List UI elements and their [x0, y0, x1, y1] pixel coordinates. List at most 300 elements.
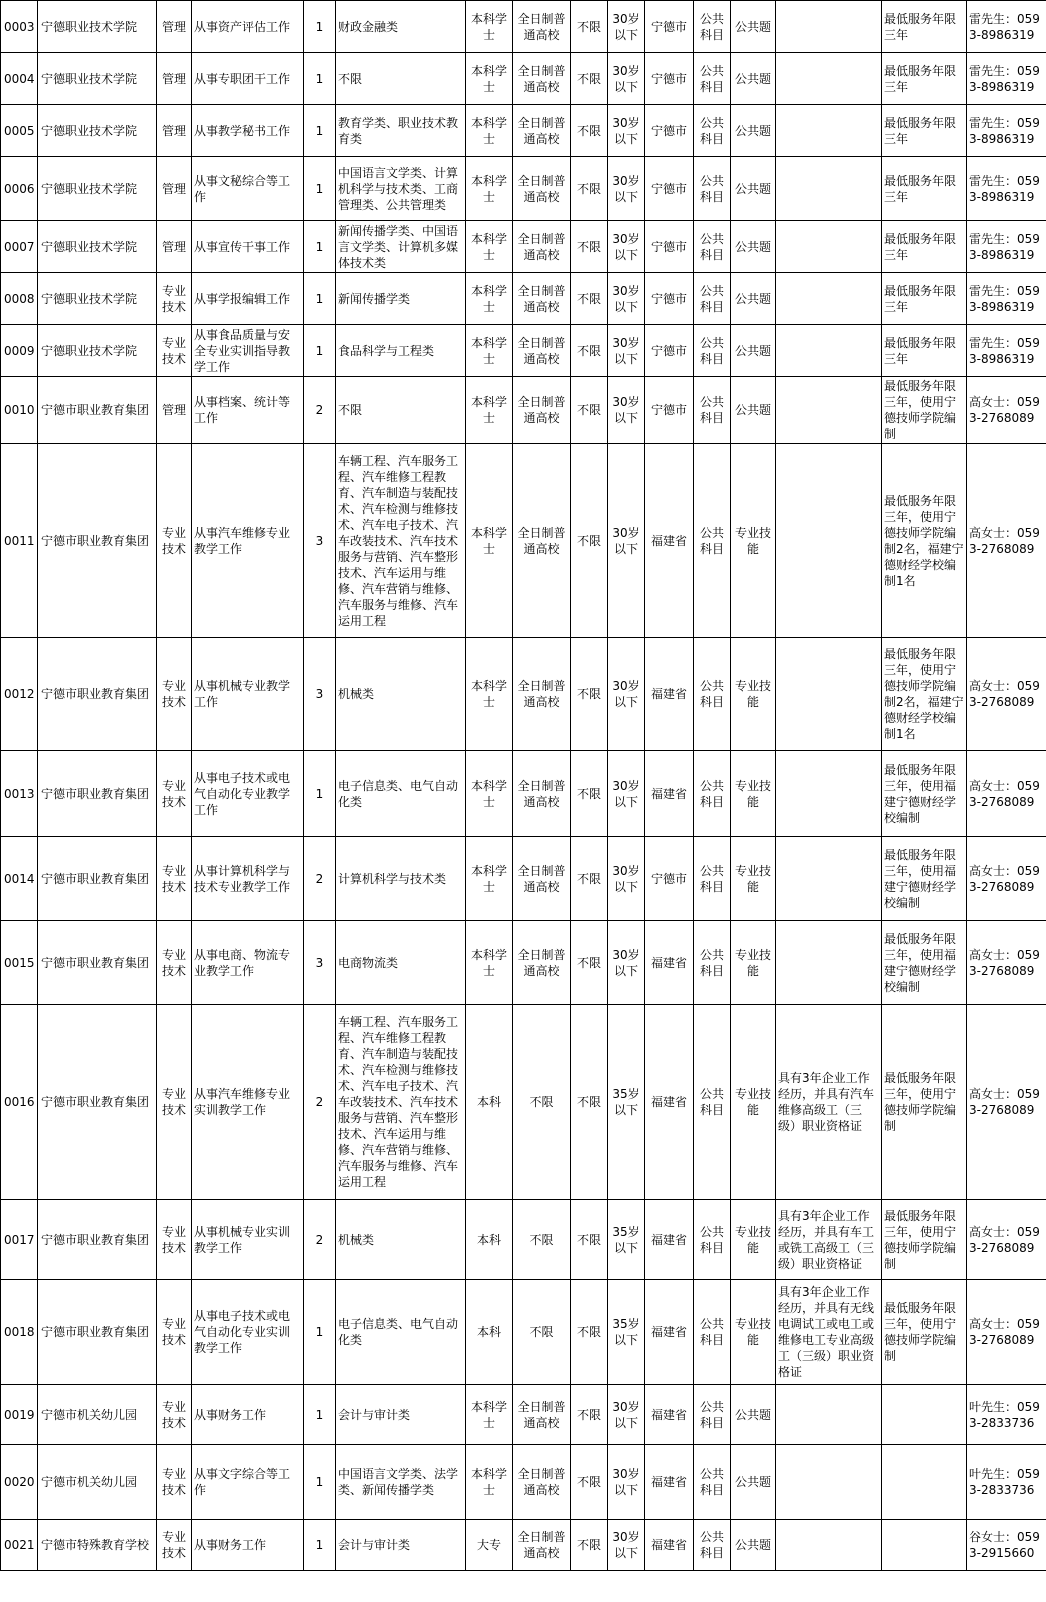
table-row — [1, 221, 1046, 273]
row-region: 宁德市 — [645, 273, 694, 325]
row-headcount: 1 — [304, 105, 336, 157]
row-post-type: 管理 — [157, 377, 192, 444]
row-subject: 专业技能 — [731, 638, 776, 751]
row-code: 0020 — [1, 1445, 38, 1520]
row-exam: 公共科目 — [694, 53, 731, 105]
row-subject: 公共题 — [731, 1520, 776, 1571]
row-note: 最低服务年限三年，使用福建宁德财经学校编制 — [882, 837, 967, 921]
row-code: 0018 — [1, 1280, 38, 1385]
row-study-form: 全日制普通高校 — [513, 837, 571, 921]
row-education: 本科 — [466, 1200, 513, 1280]
row-unit: 宁德职业技术学院 — [38, 105, 157, 157]
row-other-requirements — [776, 157, 882, 221]
row-unit: 宁德市职业教育集团 — [38, 638, 157, 751]
row-education: 本科学士 — [466, 273, 513, 325]
row-education: 本科学士 — [466, 377, 513, 444]
row-post-type: 专业技术 — [157, 751, 192, 837]
row-post-type: 专业技术 — [157, 273, 192, 325]
row-age: 30岁以下 — [608, 273, 645, 325]
row-age: 30岁以下 — [608, 921, 645, 1005]
row-headcount: 1 — [304, 751, 336, 837]
table-row — [1, 105, 1046, 157]
row-age: 30岁以下 — [608, 377, 645, 444]
row-education: 本科 — [466, 1005, 513, 1200]
row-age: 30岁以下 — [608, 105, 645, 157]
row-subject: 公共题 — [731, 1445, 776, 1520]
row-major: 不限 — [336, 53, 466, 105]
row-age: 30岁以下 — [608, 638, 645, 751]
row-subject: 专业技能 — [731, 837, 776, 921]
row-education: 本科学士 — [466, 751, 513, 837]
row-subject: 专业技能 — [731, 1200, 776, 1280]
row-contact: 叶先生：0593-2833736 — [967, 1445, 1046, 1520]
row-code: 0015 — [1, 921, 38, 1005]
row-major: 财政金融类 — [336, 1, 466, 53]
row-region: 宁德市 — [645, 325, 694, 377]
table-row — [1, 751, 1046, 837]
row-headcount: 1 — [304, 53, 336, 105]
row-note — [882, 1445, 967, 1520]
row-major: 车辆工程、汽车服务工程、汽车维修工程教育、汽车制造与装配技术、汽车检测与维修技术、汽车电子技术、汽车改装技术、汽车技术服务与营销、汽车整形技术、汽车运用与维修、汽车营销与维修、汽车服务与维修、汽车运用工程 — [336, 1005, 466, 1200]
row-code: 0019 — [1, 1385, 38, 1445]
row-post-name: 从事食品质量与安全专业实训指导教学工作 — [192, 325, 304, 377]
row-exam: 公共科目 — [694, 1385, 731, 1445]
row-education: 本科学士 — [466, 638, 513, 751]
row-headcount: 2 — [304, 377, 336, 444]
row-post-name: 从事文秘综合等工作 — [192, 157, 304, 221]
row-code: 0009 — [1, 325, 38, 377]
row-note: 最低服务年限三年 — [882, 157, 967, 221]
row-study-form: 全日制普通高校 — [513, 105, 571, 157]
row-study-form: 全日制普通高校 — [513, 221, 571, 273]
row-post-type: 专业技术 — [157, 1385, 192, 1445]
row-education: 本科学士 — [466, 105, 513, 157]
row-age: 30岁以下 — [608, 1445, 645, 1520]
row-headcount: 2 — [304, 837, 336, 921]
row-major: 机械类 — [336, 1200, 466, 1280]
row-note: 最低服务年限三年，使用宁德技师学院编制 — [882, 377, 967, 444]
row-note: 最低服务年限三年，使用宁德技师学院编制2名，福建宁德财经学校编制1名 — [882, 444, 967, 638]
row-post-name: 从事电子技术或电气自动化专业实训教学工作 — [192, 1280, 304, 1385]
row-education: 本科学士 — [466, 444, 513, 638]
row-contact: 高女士：0593-2768089 — [967, 1005, 1046, 1200]
row-education: 大专 — [466, 1520, 513, 1571]
row-post-type: 专业技术 — [157, 1280, 192, 1385]
row-post-name: 从事教学秘书工作 — [192, 105, 304, 157]
row-subject: 公共题 — [731, 1, 776, 53]
row-other-requirements — [776, 1520, 882, 1571]
row-study-form: 全日制普通高校 — [513, 751, 571, 837]
row-exam: 公共科目 — [694, 1005, 731, 1200]
row-code: 0006 — [1, 157, 38, 221]
row-age: 35岁以下 — [608, 1280, 645, 1385]
row-subject: 公共题 — [731, 1385, 776, 1445]
row-post-type: 管理 — [157, 105, 192, 157]
row-region: 宁德市 — [645, 157, 694, 221]
row-exam: 公共科目 — [694, 273, 731, 325]
row-region: 宁德市 — [645, 105, 694, 157]
row-post-type: 管理 — [157, 157, 192, 221]
row-unit: 宁德市职业教育集团 — [38, 1200, 157, 1280]
row-other-requirements — [776, 105, 882, 157]
row-age: 30岁以下 — [608, 53, 645, 105]
row-code: 0008 — [1, 273, 38, 325]
row-age: 30岁以下 — [608, 325, 645, 377]
row-code: 0016 — [1, 1005, 38, 1200]
row-politics: 不限 — [571, 921, 608, 1005]
row-headcount: 1 — [304, 1385, 336, 1445]
row-post-name: 从事学报编辑工作 — [192, 273, 304, 325]
row-other-requirements — [776, 325, 882, 377]
row-post-name: 从事机械专业实训教学工作 — [192, 1200, 304, 1280]
row-region: 福建省 — [645, 1445, 694, 1520]
row-unit: 宁德职业技术学院 — [38, 53, 157, 105]
row-post-name: 从事档案、统计等工作 — [192, 377, 304, 444]
row-headcount: 1 — [304, 325, 336, 377]
row-study-form: 全日制普通高校 — [513, 1445, 571, 1520]
row-contact: 雷先生：0593-8986319 — [967, 325, 1046, 377]
row-note — [882, 1520, 967, 1571]
row-education: 本科学士 — [466, 921, 513, 1005]
table-row — [1, 157, 1046, 221]
row-contact: 雷先生：0593-8986319 — [967, 273, 1046, 325]
row-region: 宁德市 — [645, 221, 694, 273]
row-contact: 高女士：0593-2768089 — [967, 1280, 1046, 1385]
row-unit: 宁德市职业教育集团 — [38, 921, 157, 1005]
row-study-form: 不限 — [513, 1280, 571, 1385]
row-subject: 专业技能 — [731, 1280, 776, 1385]
row-post-type: 专业技术 — [157, 921, 192, 1005]
row-politics: 不限 — [571, 53, 608, 105]
row-age: 30岁以下 — [608, 157, 645, 221]
row-study-form: 不限 — [513, 1200, 571, 1280]
row-other-requirements — [776, 53, 882, 105]
row-post-type: 管理 — [157, 53, 192, 105]
table-body — [1, 1, 1046, 1571]
row-post-name: 从事资产评估工作 — [192, 1, 304, 53]
row-code: 0010 — [1, 377, 38, 444]
row-major: 机械类 — [336, 638, 466, 751]
row-note: 最低服务年限三年，使用福建宁德财经学校编制 — [882, 751, 967, 837]
row-major: 教育学类、职业技术教育类 — [336, 105, 466, 157]
row-other-requirements — [776, 921, 882, 1005]
row-unit: 宁德职业技术学院 — [38, 1, 157, 53]
row-note: 最低服务年限三年，使用宁德技师学院编制 — [882, 1005, 967, 1200]
row-post-type: 专业技术 — [157, 444, 192, 638]
row-other-requirements: 具有3年企业工作经历，并具有车工或铣工高级工（三级）职业资格证 — [776, 1200, 882, 1280]
row-exam: 公共科目 — [694, 1520, 731, 1571]
row-code: 0011 — [1, 444, 38, 638]
row-post-name: 从事财务工作 — [192, 1520, 304, 1571]
row-region: 宁德市 — [645, 53, 694, 105]
row-post-type: 专业技术 — [157, 837, 192, 921]
row-contact: 高女士：0593-2768089 — [967, 377, 1046, 444]
row-post-name: 从事机械专业教学工作 — [192, 638, 304, 751]
row-post-name: 从事专职团干工作 — [192, 53, 304, 105]
row-exam: 公共科目 — [694, 751, 731, 837]
row-major: 会计与审计类 — [336, 1520, 466, 1571]
row-major: 车辆工程、汽车服务工程、汽车维修工程教育、汽车制造与装配技术、汽车检测与维修技术、汽车电子技术、汽车改装技术、汽车技术服务与营销、汽车整形技术、汽车运用与维修、汽车营销与维修、汽车服务与维修、汽车运用工程 — [336, 444, 466, 638]
row-politics: 不限 — [571, 837, 608, 921]
row-code: 0012 — [1, 638, 38, 751]
row-post-type: 专业技术 — [157, 1005, 192, 1200]
row-major: 不限 — [336, 377, 466, 444]
row-subject: 专业技能 — [731, 751, 776, 837]
row-region: 福建省 — [645, 1005, 694, 1200]
row-contact: 高女士：0593-2768089 — [967, 751, 1046, 837]
row-age: 35岁以下 — [608, 1200, 645, 1280]
row-politics: 不限 — [571, 1385, 608, 1445]
row-headcount: 2 — [304, 1200, 336, 1280]
row-subject: 公共题 — [731, 377, 776, 444]
row-region: 福建省 — [645, 1280, 694, 1385]
row-major: 中国语言文学类、法学类、新闻传播学类 — [336, 1445, 466, 1520]
row-major: 电子信息类、电气自动化类 — [336, 751, 466, 837]
row-headcount: 1 — [304, 1520, 336, 1571]
row-other-requirements — [776, 1445, 882, 1520]
row-age: 30岁以下 — [608, 751, 645, 837]
row-study-form: 全日制普通高校 — [513, 1, 571, 53]
row-study-form: 全日制普通高校 — [513, 1385, 571, 1445]
row-exam: 公共科目 — [694, 444, 731, 638]
row-unit: 宁德市机关幼儿园 — [38, 1385, 157, 1445]
row-contact: 谷女士：0593-2915660 — [967, 1520, 1046, 1571]
table-row — [1, 1005, 1046, 1200]
row-note: 最低服务年限三年，使用宁德技师学院编制2名，福建宁德财经学校编制1名 — [882, 638, 967, 751]
row-contact: 雷先生：0593-8986319 — [967, 221, 1046, 273]
row-other-requirements — [776, 638, 882, 751]
row-other-requirements — [776, 751, 882, 837]
row-headcount: 1 — [304, 1280, 336, 1385]
row-code: 0014 — [1, 837, 38, 921]
row-post-type: 专业技术 — [157, 1445, 192, 1520]
row-politics: 不限 — [571, 751, 608, 837]
row-subject: 专业技能 — [731, 921, 776, 1005]
row-study-form: 全日制普通高校 — [513, 325, 571, 377]
table-row — [1, 1280, 1046, 1385]
row-contact: 雷先生：0593-8986319 — [967, 105, 1046, 157]
row-unit: 宁德市特殊教育学校 — [38, 1520, 157, 1571]
row-contact: 高女士：0593-2768089 — [967, 638, 1046, 751]
row-post-type: 专业技术 — [157, 325, 192, 377]
row-education: 本科学士 — [466, 221, 513, 273]
row-unit: 宁德职业技术学院 — [38, 157, 157, 221]
row-unit: 宁德市机关幼儿园 — [38, 1445, 157, 1520]
row-region: 福建省 — [645, 1520, 694, 1571]
row-education: 本科学士 — [466, 157, 513, 221]
row-headcount: 3 — [304, 444, 336, 638]
row-contact: 雷先生：0593-8986319 — [967, 157, 1046, 221]
row-exam: 公共科目 — [694, 1280, 731, 1385]
row-post-name: 从事汽车维修专业实训教学工作 — [192, 1005, 304, 1200]
row-study-form: 全日制普通高校 — [513, 444, 571, 638]
row-contact: 雷先生：0593-8986319 — [967, 53, 1046, 105]
row-unit: 宁德职业技术学院 — [38, 325, 157, 377]
table-row — [1, 377, 1046, 444]
row-subject: 公共题 — [731, 273, 776, 325]
row-education: 本科学士 — [466, 1385, 513, 1445]
row-politics: 不限 — [571, 444, 608, 638]
row-region: 宁德市 — [645, 377, 694, 444]
row-study-form: 全日制普通高校 — [513, 921, 571, 1005]
row-post-name: 从事财务工作 — [192, 1385, 304, 1445]
row-politics: 不限 — [571, 105, 608, 157]
row-major: 电子信息类、电气自动化类 — [336, 1280, 466, 1385]
row-politics: 不限 — [571, 325, 608, 377]
row-code: 0013 — [1, 751, 38, 837]
row-age: 30岁以下 — [608, 1520, 645, 1571]
row-contact: 雷先生：0593-8986319 — [967, 1, 1046, 53]
row-education: 本科学士 — [466, 1445, 513, 1520]
row-exam: 公共科目 — [694, 1, 731, 53]
row-age: 35岁以下 — [608, 1005, 645, 1200]
row-post-type: 管理 — [157, 1, 192, 53]
row-code: 0017 — [1, 1200, 38, 1280]
table-row — [1, 921, 1046, 1005]
row-note: 最低服务年限三年，使用福建宁德财经学校编制 — [882, 921, 967, 1005]
row-exam: 公共科目 — [694, 105, 731, 157]
row-politics: 不限 — [571, 1005, 608, 1200]
row-other-requirements — [776, 221, 882, 273]
row-subject: 专业技能 — [731, 444, 776, 638]
row-politics: 不限 — [571, 157, 608, 221]
table-row — [1, 53, 1046, 105]
row-headcount: 1 — [304, 1, 336, 53]
row-contact: 叶先生：0593-2833736 — [967, 1385, 1046, 1445]
row-age: 30岁以下 — [608, 1, 645, 53]
row-note: 最低服务年限三年 — [882, 105, 967, 157]
row-other-requirements: 具有3年企业工作经历，并具有无线电调试工或电工或维修电工专业高级工（三级）职业资格证 — [776, 1280, 882, 1385]
row-subject: 专业技能 — [731, 1005, 776, 1200]
row-headcount: 1 — [304, 273, 336, 325]
row-major: 会计与审计类 — [336, 1385, 466, 1445]
row-region: 宁德市 — [645, 1, 694, 53]
row-post-name: 从事汽车维修专业教学工作 — [192, 444, 304, 638]
row-study-form: 全日制普通高校 — [513, 157, 571, 221]
row-age: 30岁以下 — [608, 221, 645, 273]
row-other-requirements — [776, 273, 882, 325]
row-note: 最低服务年限三年 — [882, 325, 967, 377]
table-row — [1, 273, 1046, 325]
row-exam: 公共科目 — [694, 1445, 731, 1520]
row-age: 30岁以下 — [608, 837, 645, 921]
row-post-name: 从事电子技术或电气自动化专业教学工作 — [192, 751, 304, 837]
row-exam: 公共科目 — [694, 325, 731, 377]
row-other-requirements: 具有3年企业工作经历，并具有汽车维修高级工（三级）职业资格证 — [776, 1005, 882, 1200]
row-politics: 不限 — [571, 377, 608, 444]
row-major: 电商物流类 — [336, 921, 466, 1005]
row-code: 0004 — [1, 53, 38, 105]
row-education: 本科学士 — [466, 325, 513, 377]
row-major: 计算机科学与技术类 — [336, 837, 466, 921]
table-row — [1, 325, 1046, 377]
row-education: 本科学士 — [466, 53, 513, 105]
row-code: 0005 — [1, 105, 38, 157]
row-other-requirements — [776, 1385, 882, 1445]
row-headcount: 3 — [304, 638, 336, 751]
row-unit: 宁德职业技术学院 — [38, 273, 157, 325]
row-region: 福建省 — [645, 751, 694, 837]
row-politics: 不限 — [571, 1280, 608, 1385]
row-region: 宁德市 — [645, 837, 694, 921]
row-education: 本科学士 — [466, 837, 513, 921]
row-major: 中国语言文学类、计算机科学与技术类、工商管理类、公共管理类 — [336, 157, 466, 221]
table-row — [1, 1385, 1046, 1445]
row-politics: 不限 — [571, 1445, 608, 1520]
row-region: 福建省 — [645, 921, 694, 1005]
row-politics: 不限 — [571, 1200, 608, 1280]
row-age: 30岁以下 — [608, 1385, 645, 1445]
row-headcount: 3 — [304, 921, 336, 1005]
row-post-type: 专业技术 — [157, 1200, 192, 1280]
row-study-form: 不限 — [513, 1005, 571, 1200]
table-row — [1, 1445, 1046, 1520]
row-study-form: 全日制普通高校 — [513, 1520, 571, 1571]
row-headcount: 1 — [304, 221, 336, 273]
row-major: 新闻传播学类、中国语言文学类、计算机多媒体技术类 — [336, 221, 466, 273]
table-row — [1, 1200, 1046, 1280]
table-row — [1, 638, 1046, 751]
row-politics: 不限 — [571, 221, 608, 273]
row-contact: 高女士：0593-2768089 — [967, 444, 1046, 638]
row-note: 最低服务年限三年 — [882, 53, 967, 105]
row-politics: 不限 — [571, 273, 608, 325]
row-note: 最低服务年限三年，使用宁德技师学院编制 — [882, 1280, 967, 1385]
row-politics: 不限 — [571, 1520, 608, 1571]
row-exam: 公共科目 — [694, 221, 731, 273]
row-contact: 高女士：0593-2768089 — [967, 1200, 1046, 1280]
row-subject: 公共题 — [731, 53, 776, 105]
row-subject: 公共题 — [731, 221, 776, 273]
row-unit: 宁德职业技术学院 — [38, 221, 157, 273]
row-headcount: 2 — [304, 1005, 336, 1200]
row-subject: 公共题 — [731, 157, 776, 221]
table-row — [1, 444, 1046, 638]
row-major: 新闻传播学类 — [336, 273, 466, 325]
row-contact: 高女士：0593-2768089 — [967, 837, 1046, 921]
row-exam: 公共科目 — [694, 921, 731, 1005]
row-age: 30岁以下 — [608, 444, 645, 638]
row-subject: 公共题 — [731, 325, 776, 377]
row-other-requirements — [776, 377, 882, 444]
row-region: 福建省 — [645, 444, 694, 638]
row-study-form: 全日制普通高校 — [513, 377, 571, 444]
row-headcount: 1 — [304, 1445, 336, 1520]
row-other-requirements — [776, 1, 882, 53]
row-major: 食品科学与工程类 — [336, 325, 466, 377]
row-code: 0007 — [1, 221, 38, 273]
row-post-type: 管理 — [157, 221, 192, 273]
row-politics: 不限 — [571, 1, 608, 53]
row-note: 最低服务年限三年，使用宁德技师学院编制 — [882, 1200, 967, 1280]
row-study-form: 全日制普通高校 — [513, 638, 571, 751]
row-study-form: 全日制普通高校 — [513, 53, 571, 105]
table-row — [1, 1, 1046, 53]
row-exam: 公共科目 — [694, 837, 731, 921]
row-headcount: 1 — [304, 157, 336, 221]
row-note — [882, 1385, 967, 1445]
row-note: 最低服务年限三年 — [882, 1, 967, 53]
row-politics: 不限 — [571, 638, 608, 751]
row-post-name: 从事计算机科学与技术专业教学工作 — [192, 837, 304, 921]
row-unit: 宁德市职业教育集团 — [38, 1280, 157, 1385]
row-post-name: 从事文字综合等工作 — [192, 1445, 304, 1520]
row-region: 福建省 — [645, 1200, 694, 1280]
row-code: 0021 — [1, 1520, 38, 1571]
row-post-type: 专业技术 — [157, 638, 192, 751]
row-other-requirements — [776, 837, 882, 921]
row-other-requirements — [776, 444, 882, 638]
